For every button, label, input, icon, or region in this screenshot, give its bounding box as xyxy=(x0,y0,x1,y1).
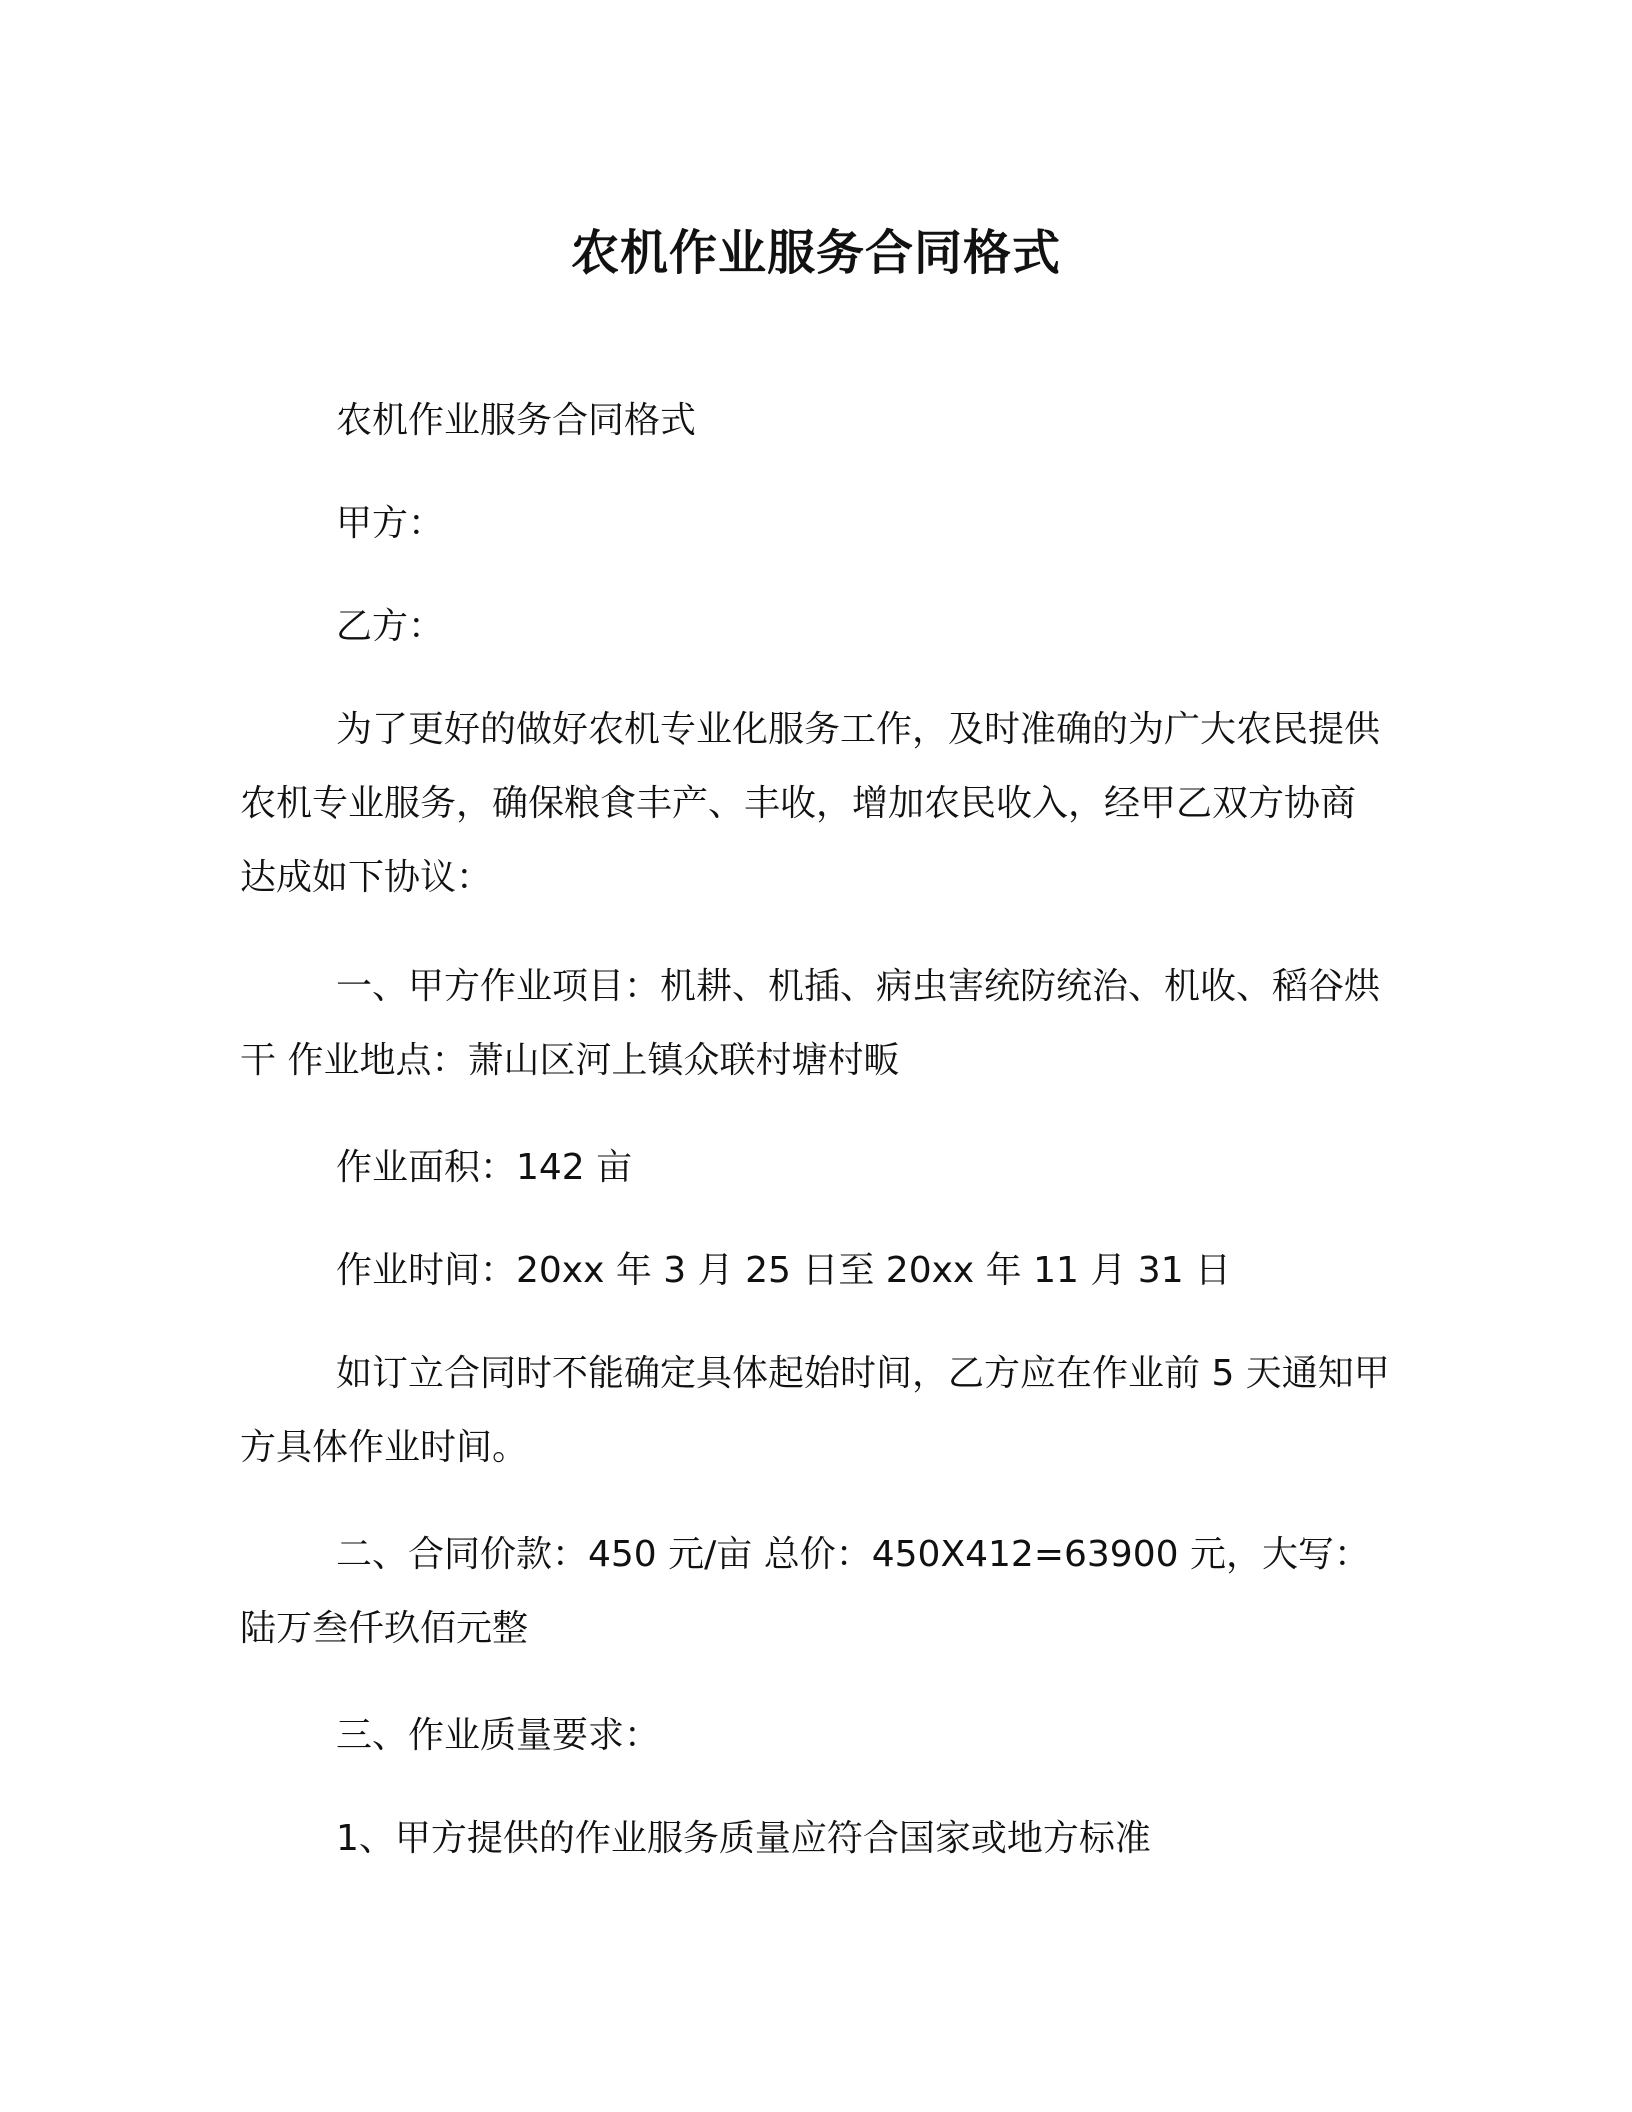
paragraph-party-b: 乙方： xyxy=(336,606,445,647)
paragraph-work-time: 作业时间：20xx 年 3 月 25 日至 20xx 年 11 月 31 日 xyxy=(336,1250,1232,1291)
paragraph-quality-item-1: 1、甲方提供的作业服务质量应符合国家或地方标准 xyxy=(336,1818,1151,1859)
paragraph-party-a: 甲方： xyxy=(336,503,445,544)
document-title: 农机作业服务合同格式 xyxy=(570,225,1061,281)
paragraph-contract-price: 二、合同价款：450 元/亩 总价：450X412=63900 元，大写：陆万叁仟玖佰元整 xyxy=(240,1534,1370,1649)
paragraph-subtitle: 农机作业服务合同格式 xyxy=(336,400,697,441)
paragraph-quality-heading: 三、作业质量要求： xyxy=(336,1715,661,1756)
paragraph-work-area: 作业面积：142 亩 xyxy=(336,1147,633,1188)
paragraph-preamble: 为了更好的做好农机专业化服务工作，及时准确的为广大农民提供农机专业服务，确保粮食丰产、丰收，增加农民收入，经甲乙双方协商达成如下协议： xyxy=(240,709,1381,898)
paragraph-time-notice: 如订立合同时不能确定具体起始时间，乙方应在作业前 5 天通知甲方具体作业时间。 xyxy=(240,1353,1390,1468)
paragraph-work-items: 一、甲方作业项目：机耕、机插、病虫害统防统治、机收、稻谷烘干 作业地点：萧山区河上镇众联村塘村畈 xyxy=(240,966,1381,1081)
